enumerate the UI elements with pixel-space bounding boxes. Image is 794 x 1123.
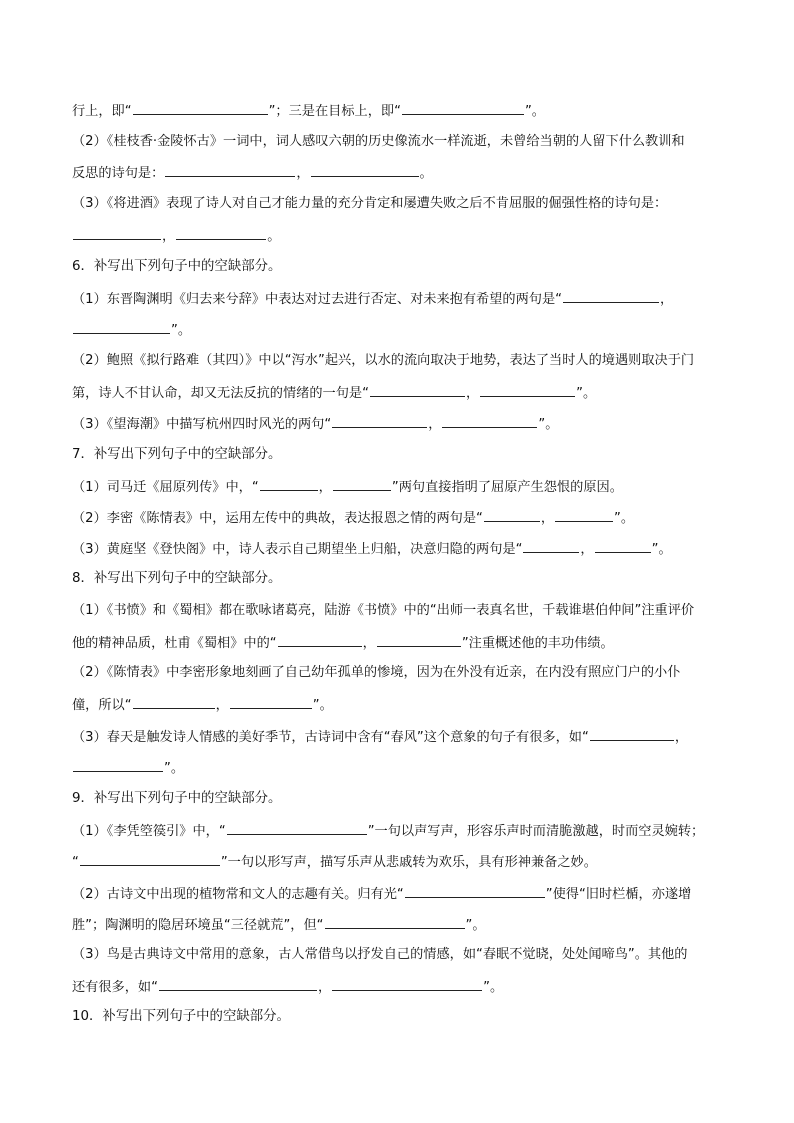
text: ，	[659, 292, 674, 307]
text-line	[72, 195, 732, 213]
text: ”。	[614, 511, 635, 526]
text: 8．补写出下列句子中的空缺部分。	[72, 571, 282, 586]
text-line	[72, 633, 732, 653]
text: “	[72, 855, 79, 870]
answer-blank[interactable]	[165, 163, 295, 177]
answer-blank[interactable]	[176, 226, 266, 240]
text-line	[72, 289, 732, 309]
text: ”。	[164, 761, 185, 776]
text: ”一句以声写声，形容乐声时而清脆激越，时而空灵婉转；	[367, 824, 705, 839]
text: 10．补写出下列句子中的空缺部分。	[72, 1009, 290, 1024]
answer-blank[interactable]	[325, 915, 465, 929]
text-line	[72, 352, 732, 370]
text: 9．补写出下列句子中的空缺部分。	[72, 791, 282, 806]
answer-blank[interactable]	[370, 383, 465, 397]
answer-blank[interactable]	[377, 633, 461, 647]
text: （3）《望海潮》中描写杭州四时风光的两句“	[72, 417, 332, 432]
text: ，	[296, 166, 310, 181]
text: 僮，所以“	[72, 698, 132, 713]
text: （3）鸟是古典诗文中常用的意象，古人常借鸟以抒发自己的情感，如“春眠不觉晓，处处闻啼鸟”。其他的	[72, 947, 688, 962]
question-heading	[72, 1008, 732, 1026]
answer-blank[interactable]	[442, 414, 537, 428]
text: ，	[362, 636, 376, 651]
text-line	[72, 946, 732, 964]
text-line	[72, 477, 732, 497]
answer-blank[interactable]	[333, 477, 391, 491]
answer-blank[interactable]	[405, 884, 545, 898]
answer-blank[interactable]	[133, 101, 268, 115]
text: ，	[318, 480, 332, 495]
text: （1）司马迁《屈原列传》中，“	[72, 480, 259, 495]
text: ，	[465, 386, 480, 401]
text: （2）鲍照《拟行路难（其四）》中以“泻水”起兴，以水的流向取决于地势，表达了当时人的境遇则取决于门	[72, 353, 695, 368]
text: 。	[267, 229, 281, 244]
text: （1）东晋陶渊明《归去来兮辞》中表达对过去进行否定、对未来抱有希望的两句是“	[72, 292, 562, 307]
text: （2）李密《陈情表》中，运用左传中的典故，表达报恩之情的两句是“	[72, 511, 483, 526]
answer-blank[interactable]	[278, 633, 362, 647]
text: ”注重概述他的丰功伟绩。	[461, 636, 614, 651]
text: ”两句直接指明了屈原产生怨恨的原因。	[391, 480, 623, 495]
answer-blank[interactable]	[332, 414, 427, 428]
text: （3）《将进酒》表现了诗人对自己才能力量的充分肯定和屡遭失败之后不肯屈服的倔强性格的诗句是：	[72, 196, 668, 211]
text-line	[72, 727, 732, 747]
text: （2）古诗文中出现的植物常和文人的志趣有关。归有光“	[72, 887, 404, 902]
text-line	[72, 539, 732, 559]
text: ，	[674, 730, 689, 745]
text: 胜”；陶渊明的隐居环境虽“三径就荒”，但“	[72, 918, 324, 933]
answer-blank[interactable]	[133, 695, 215, 709]
text: ”使得“旧时栏楯，亦遂增	[545, 887, 692, 902]
answer-blank[interactable]	[590, 727, 674, 741]
text-line	[72, 320, 732, 340]
text: ”一句以形写声，描写乐声从悲戚转为欢乐，具有形神兼备之妙。	[220, 855, 597, 870]
text: ”。	[538, 417, 559, 432]
text: 7．补写出下列句子中的空缺部分。	[72, 447, 282, 462]
text-line	[72, 602, 732, 620]
answer-blank[interactable]	[555, 508, 613, 522]
answer-blank[interactable]	[227, 821, 367, 835]
text-line	[72, 664, 732, 682]
text-line	[72, 508, 732, 528]
text: ”；三是在目标上，即“	[268, 104, 401, 119]
question-heading	[72, 570, 732, 588]
question-heading	[72, 446, 732, 464]
answer-blank[interactable]	[159, 977, 317, 991]
text: （3）黄庭坚《登快阁》中，诗人表示自己期望坐上归船，决意归隐的两句是“	[72, 542, 523, 557]
text: ”。	[483, 980, 504, 995]
text: 。	[419, 166, 433, 181]
text-line	[72, 884, 732, 904]
answer-blank[interactable]	[73, 758, 163, 772]
text-line	[72, 821, 732, 841]
text: ”。	[171, 323, 192, 338]
text: （2）《陈情表》中李密形象地刻画了自己幼年孤单的惨境，因为在外没有近亲，在内没有照应门户的小仆	[72, 665, 681, 680]
text: ，	[215, 698, 229, 713]
text-line	[72, 695, 732, 715]
text: ”。	[651, 542, 672, 557]
answer-blank[interactable]	[595, 539, 651, 553]
text: ”。	[524, 104, 545, 119]
text-line	[72, 915, 732, 935]
text: 第，诗人不甘认命，却又无法反抗的情绪的一句是“	[72, 386, 369, 401]
text-line	[72, 163, 732, 183]
text: （1）《李凭箜篌引》中，“	[72, 824, 226, 839]
question-heading	[72, 790, 732, 808]
text: 行上，即“	[72, 104, 132, 119]
text: 反思的诗句是：	[72, 166, 165, 181]
text-line	[72, 101, 732, 121]
text: ，	[428, 417, 442, 432]
answer-blank[interactable]	[73, 320, 170, 334]
text: ，	[540, 511, 555, 526]
text-line	[72, 226, 732, 246]
text: 他的精神品质，杜甫《蜀相》中的“	[72, 636, 277, 651]
answer-blank[interactable]	[230, 695, 312, 709]
answer-blank[interactable]	[332, 977, 482, 991]
text: ”。	[576, 386, 597, 401]
answer-blank[interactable]	[80, 852, 220, 866]
answer-blank[interactable]	[73, 226, 161, 240]
text: ，	[580, 542, 594, 557]
answer-blank[interactable]	[563, 289, 659, 303]
answer-blank[interactable]	[311, 163, 419, 177]
text-line	[72, 852, 732, 872]
answer-blank[interactable]	[260, 477, 318, 491]
text: ，	[162, 229, 176, 244]
answer-blank[interactable]	[484, 508, 540, 522]
text: （3）春天是触发诗人情感的美好季节，古诗词中含有“春风”这个意象的句子有很多，如“	[72, 730, 589, 745]
text: 6．补写出下列句子中的空缺部分。	[72, 259, 282, 274]
text: ”。	[312, 698, 333, 713]
answer-blank[interactable]	[402, 101, 524, 115]
answer-blank[interactable]	[480, 383, 575, 397]
text-line	[72, 133, 732, 151]
text: （2）《桂枝香·金陵怀古》一词中，词人感叹六朝的历史像流水一样流逝，未曾给当朝的人留下什么教训和	[72, 134, 685, 149]
text: （1）《书愤》和《蜀相》都在歌咏诸葛亮，陆游《书愤》中的“出师一表真名世，千载谁堪伯仲间”注重评价	[72, 603, 695, 618]
text-line	[72, 977, 732, 997]
answer-blank[interactable]	[523, 539, 579, 553]
text-line	[72, 414, 732, 434]
question-heading	[72, 258, 732, 276]
text: 还有很多，如“	[72, 980, 158, 995]
text: ”。	[465, 918, 486, 933]
text: ，	[317, 980, 332, 995]
text-line	[72, 758, 732, 778]
text-line	[72, 383, 732, 403]
